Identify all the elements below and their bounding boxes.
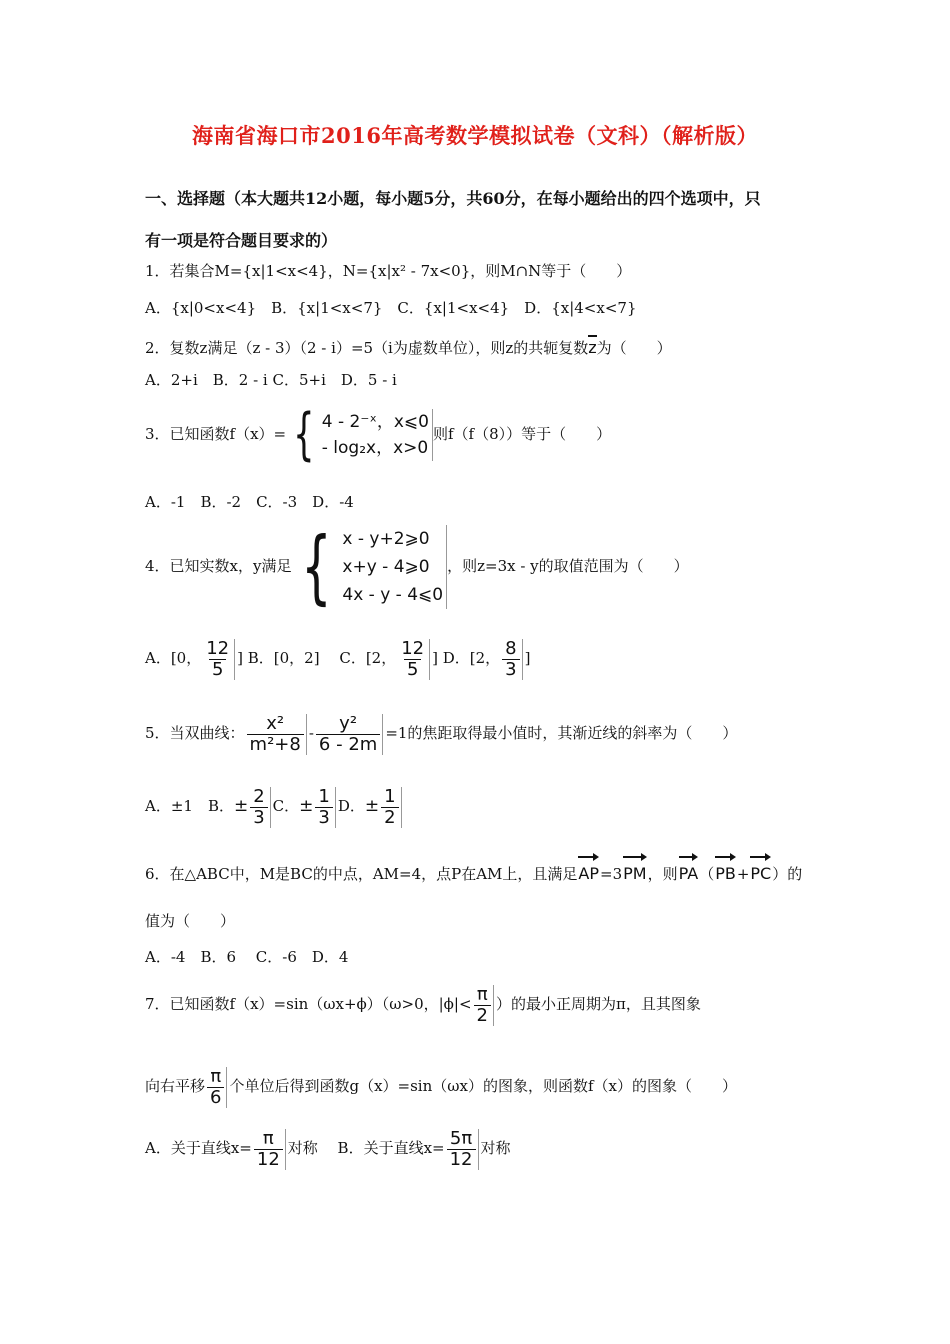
conjugate-z: z	[588, 334, 596, 358]
question-5-stem: 5．当双曲线： $\frac{\text{x²}}{\text{m²+8}}$ - $\frac{\text{y²}}{6 - 2m}$ =1的焦距取得最小值时，其渐近线的斜率为（ ）	[145, 712, 738, 755]
fraction: $\frac{2}{3}$	[250, 787, 270, 828]
question-3-options: A．-1 B．-2 C．-3 D．-4	[145, 493, 354, 511]
question-6-text-a: 6．在△ABC中，M是BC的中点，AM=4，点P在AM上，且满足	[145, 865, 578, 883]
fraction-x2: $\frac{\text{x²}}{\text{m²+8}}$	[247, 714, 307, 755]
question-4-stem	[145, 520, 689, 613]
constraint-system	[291, 520, 447, 613]
vector-ap: AP	[578, 854, 599, 888]
question-1-stem: 1．若集合M={x|1<x<4}，N={x|x² - 7x<0}，则M∩N等于（ ）	[145, 262, 632, 280]
question-6-options: A．-4 B．6 C．-6 D．4	[145, 948, 349, 966]
question-3-stem	[145, 402, 611, 466]
option-a-text: A．关于直线x=	[145, 1139, 252, 1157]
piecewise-row-1: 4 - 2⁻ˣ，x⩽0	[321, 412, 429, 432]
vector-pa: PA	[679, 854, 699, 888]
fraction: $\frac{1}{2}$	[381, 787, 401, 828]
question-4-text-b: ，则z=3x - y的取值范围为（ ）	[447, 557, 689, 575]
page-title: 海南省海口市2016年高考数学模拟试卷（文科）（解析版）	[192, 123, 758, 148]
question-5-text-b: =1的焦距取得最小值时，其渐近线的斜率为（ ）	[385, 724, 738, 742]
constraint-row-2: x+y - 4⩾0	[342, 557, 430, 577]
question-7-text-b: ）的最小正周期为π，且其图象	[495, 995, 701, 1013]
fraction-y2: $\frac{\text{y²}}{6 - 2m}$	[316, 714, 383, 755]
fraction-pi-2: $\frac{\pi}{2}$	[474, 985, 494, 1026]
section-heading-line1: 一、选择题（本大题共12小题，每小题5分，共60分，在每小题给出的四个选项中，只	[145, 189, 761, 208]
option-b-text: ] B．[0，2] C．[2，	[237, 649, 397, 667]
fraction: $\frac{12}{5}$	[203, 639, 235, 680]
option-a-text: A．±1 B．	[145, 797, 234, 815]
piecewise-function	[286, 402, 433, 467]
question-7-stem	[145, 982, 701, 1026]
question-2-stem	[145, 334, 672, 358]
question-2-text-b: 为（ ）	[596, 339, 672, 357]
question-3-text-b: 则f（f（8））等于（ ）	[432, 425, 612, 443]
question-5-options: A．±1 B．± $\frac{2}{3}$ C．± $\frac{1}{3}$ D．± $\frac{1}{2}$	[145, 784, 404, 828]
vector-pc: PC	[750, 854, 771, 888]
question-7-options: A．关于直线x= $\frac{\pi}{12}$ 对称 B．关于直线x= $\frac{5\pi}{12}$ 对称	[145, 1127, 511, 1170]
question-7-text-a: 7．已知函数f（x）=sin（ωx+ϕ）（ω>0，|ϕ|<	[145, 995, 472, 1013]
fraction: $\frac{5\pi}{12}$	[447, 1129, 479, 1170]
vector-pb: PB	[715, 854, 736, 888]
option-d-text: ] D．[2，	[432, 649, 501, 667]
section-heading-line2: 有一项是符合题目要求的）	[145, 231, 338, 250]
brace-icon: {	[301, 520, 333, 613]
piecewise-row-2: - log₂x，x>0	[321, 438, 429, 458]
question-4-text-a: 4．已知实数x，y满足	[145, 557, 292, 575]
question-4-options: A．[0， $\frac{12}{5}$ ] B．[0，2] C．[2， $\frac{12}{5}$ ] D．[2， $\frac{8}{3}$ ]	[145, 637, 531, 680]
fraction: $\frac{\pi}{12}$	[254, 1129, 286, 1170]
fraction: $\frac{12}{5}$	[398, 639, 430, 680]
question-2-text-a: 2．复数z满足（z - 3）（2 - i）=5（i为虚数单位），则z的共轭复数	[145, 339, 589, 357]
question-6-line2: 值为（ ）	[145, 912, 236, 930]
brace-icon: {	[293, 402, 315, 467]
question-6-stem: 6．在△ABC中，M是BC的中点，AM=4，点P在AM上，且满足AP=3PM，则PA（PB+PC）的	[145, 854, 802, 888]
constraint-row-1: x - y+2⩾0	[342, 529, 430, 549]
question-1-options: A．{x|0<x<4} B．{x|1<x<7} C．{x|1<x<4} D．{x|4<x<7}	[145, 299, 637, 317]
fraction: $\frac{1}{3}$	[315, 787, 335, 828]
question-2-options: A．2+i B．2 - i C．5+i D．5 - i	[145, 371, 397, 389]
constraint-row-3: 4x - y - 4⩽0	[342, 585, 444, 605]
question-3-text-a: 3．已知函数f（x）=	[145, 425, 287, 443]
question-5-text-a: 5．当双曲线：	[145, 724, 245, 742]
option-a-text: A．[0，	[145, 649, 202, 667]
fraction: $\frac{8}{3}$	[502, 639, 522, 680]
fraction-pi-6: $\frac{\pi}{6}$	[207, 1067, 227, 1108]
question-7-line2: 向右平移 $\frac{\pi}{6}$ 个单位后得到函数g（x）=sin（ωx）的图象，则函数f（x）的图象（ ）	[145, 1065, 737, 1108]
vector-pm: PM	[623, 854, 646, 888]
